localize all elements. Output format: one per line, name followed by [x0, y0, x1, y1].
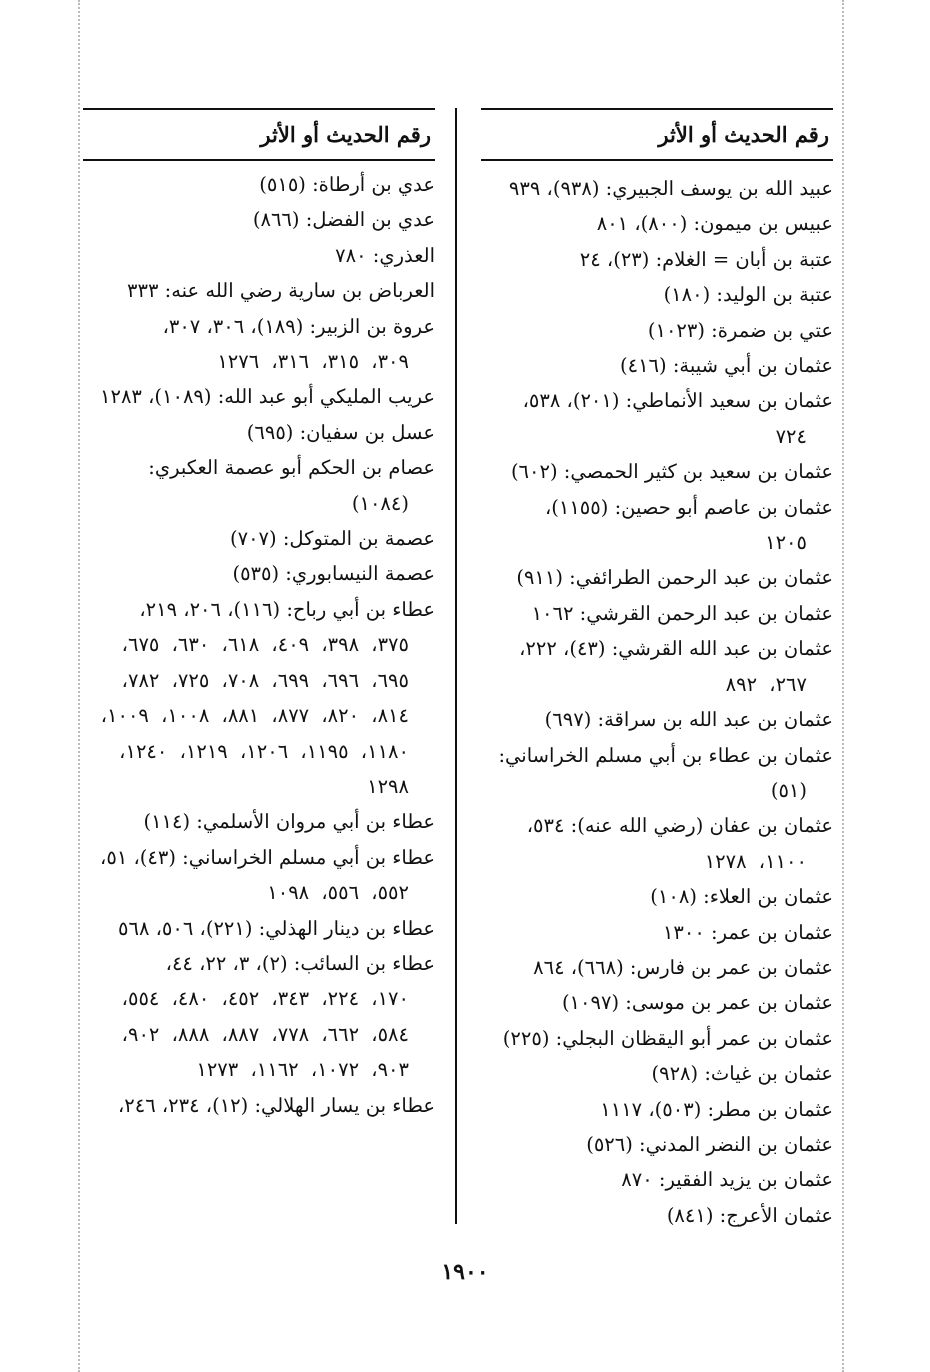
entry-text: عبيد الله بن يوسف الجبيري: (٩٣٨)، ٩٣٩ — [508, 177, 833, 200]
index-entry — [481, 631, 833, 702]
index-entry — [481, 242, 833, 277]
index-entry — [83, 911, 435, 946]
entry-text: عثمان بن عمر بن فارس: (٦٦٨)، ٨٦٤ — [533, 955, 833, 979]
entry-text: عثمان بن عبد الرحمن القرشي: ١٠٦٢ — [531, 601, 833, 625]
entry-text: عطاء بن أبي مسلم الخراساني: (٤٣)، ٥١، — [100, 845, 435, 869]
index-entry — [481, 560, 833, 595]
index-entry — [481, 915, 833, 950]
index-entry — [83, 556, 435, 591]
entry-text: عطاء بن أبي رباح: (١١٦)، ٢٠٦، ٢١٩، — [139, 597, 435, 621]
entry-text: عثمان بن عبد الله القرشي: (٤٣)، ٢٢٢، — [519, 637, 833, 661]
entry-text: عدي بن أرطاة: (٥١٥) — [259, 173, 435, 196]
entry-continuation: (٥١) — [770, 778, 807, 802]
entry-text: عصمة النيسابوري: (٥٣٥) — [232, 562, 435, 586]
index-entry — [481, 277, 833, 312]
index-entry — [481, 1056, 833, 1091]
index-entry — [481, 1198, 833, 1233]
index-column-right — [481, 108, 833, 1233]
index-entry — [83, 1088, 435, 1123]
index-entry — [481, 879, 833, 914]
entry-text: عثمان بن عفان (رضي الله عنه): ٥٣٤، — [526, 814, 833, 838]
entry-text: عثمان بن عبد الله بن سراقة: (٦٩٧) — [544, 708, 833, 732]
index-entry — [481, 1127, 833, 1162]
entry-text: عثمان بن عاصم أبو حصين: (١١٥٥)، — [544, 495, 833, 519]
entry-continuation: (١٠٨٤) — [351, 491, 409, 515]
entry-text: عتبة بن أبان = الغلام: (٢٣)، ٢٤ — [579, 247, 833, 271]
index-entry — [481, 348, 833, 383]
index-entry — [83, 167, 435, 202]
entry-text: عثمان الأعرج: (٨٤١) — [666, 1203, 833, 1227]
index-entry — [83, 379, 435, 414]
entry-text: عريب المليكي أبو عبد الله: (١٠٨٩)، ١٢٨٣ — [100, 385, 435, 409]
entry-text: عروة بن الزبير: (١٨٩)، ٣٠٦، ٣٠٧، — [162, 314, 435, 338]
entries-list — [481, 171, 833, 1233]
index-entry — [481, 454, 833, 489]
entry-text: عثمان بن العلاء: (١٠٨) — [650, 885, 833, 909]
index-entry — [83, 946, 435, 1088]
entry-text: عسل بن سفيان: (٦٩٥) — [246, 420, 435, 444]
index-entry — [83, 450, 435, 521]
entry-text: عثمان بن سعيد بن كثير الحمصي: (٦٠٢) — [510, 460, 833, 484]
page-number: ١٩٠٠ — [441, 1259, 489, 1285]
index-entry — [481, 596, 833, 631]
column-divider — [455, 108, 457, 1224]
index-entry — [83, 592, 435, 804]
index-entry — [481, 490, 833, 561]
entry-text: عثمان بن عمر بن موسى: (١٠٩٧) — [561, 991, 833, 1015]
entry-text: عطاء بن أبي مروان الأسلمي: (١١٤) — [143, 810, 435, 834]
index-entry — [481, 985, 833, 1020]
entry-text: عصمة بن المتوكل: (٧٠٧) — [230, 527, 435, 551]
index-entry — [481, 808, 833, 879]
index-entry — [481, 1021, 833, 1056]
entry-text: عثمان بن النضر المدني: (٥٢٦) — [586, 1132, 833, 1156]
entry-text: عطاء بن دينار الهذلي: (٢٢١)، ٥٠٦، ٥٦٨ — [118, 916, 435, 940]
entry-text: عتبة بن الوليد: (١٨٠) — [663, 283, 833, 307]
entry-continuation: ٣٧٥، ٣٩٨، ٤٠٩، ٦١٨، ٦٣٠، ٦٧٥، ٦٩٥، ٦٩٦، ٦٩٩، ٧٠٨، ٧٢٥، ٧٨٢، ٨١٤، ٨٢٠، ٨٧٧، ٨٨١، ١٠٠٨، ١٠٠٩، ١١٨٠، ١١٩٥، ١٢٠٦، ١٢١٩، ١٢٤٠، ١٢٩٨ — [100, 633, 409, 798]
entry-text: عثمان بن عبد الرحمن الطرائفي: (٩١١) — [516, 566, 833, 590]
index-entry — [481, 206, 833, 241]
scan-edge-left — [78, 0, 80, 1372]
entry-continuation: ٥٥٢، ٥٥٦، ١٠٩٨ — [267, 881, 409, 905]
index-entry — [83, 238, 435, 273]
entry-text: عتي بن ضمرة: (١٠٢٣) — [647, 318, 833, 342]
entry-continuation: ١٧٠، ٢٢٤، ٣٤٣، ٤٥٢، ٤٨٠، ٥٥٤، ٥٨٤، ٦٦٢، ٧٧٨، ٨٨٧، ٨٨٨، ٩٠٢، ٩٠٣، ١٠٧٢، ١١٦٢، ١٢٧٣ — [121, 987, 409, 1082]
entry-continuation: ٢٦٧، ٨٩٢ — [725, 672, 807, 696]
entry-continuation: ١٢٠٥ — [765, 531, 807, 555]
index-entry — [481, 171, 833, 206]
entry-text: عدي بن الفضل: (٨٦٦) — [252, 208, 435, 232]
entry-text: عثمان بن مطر: (٥٠٣)، ١١١٧ — [600, 1097, 833, 1121]
index-entry — [83, 415, 435, 450]
index-entry — [83, 804, 435, 839]
index-entry — [83, 840, 435, 911]
index-entry — [83, 521, 435, 556]
entry-text: العذري: ٧٨٠ — [335, 243, 435, 267]
index-entry — [481, 1092, 833, 1127]
index-entry — [83, 273, 435, 308]
entry-text: عثمان بن أبي شيبة: (٤١٦) — [620, 354, 833, 378]
index-entry — [481, 1162, 833, 1197]
index-entry — [481, 383, 833, 454]
scan-edge-right — [842, 0, 844, 1372]
entry-text: عثمان بن عمر: ١٣٠٠ — [662, 920, 833, 944]
column-header: رقم الحديث أو الأثر — [83, 108, 435, 161]
entry-text: عطاء بن يسار الهلالي: (١٢)، ٢٣٤، ٢٤٦، — [117, 1093, 435, 1117]
entry-text: عثمان بن عمر أبو اليقظان البجلي: (٢٢٥) — [502, 1026, 833, 1050]
entry-text: عطاء بن السائب: (٢)، ٣، ٢٢، ٤٤، — [165, 951, 435, 975]
index-entry — [481, 313, 833, 348]
entry-text: العرباض بن سارية رضي الله عنه: ٣٣٣ — [127, 279, 435, 303]
entry-text: عثمان بن عطاء بن أبي مسلم الخراساني: — [498, 743, 833, 767]
entry-text: عثمان بن سعيد الأنماطي: (٢٠١)، ٥٣٨، — [522, 389, 833, 413]
index-entry — [83, 202, 435, 237]
index-entry — [481, 738, 833, 809]
entry-continuation: ١١٠٠، ١٢٧٨ — [704, 849, 807, 873]
entry-text: عصام بن الحكم أبو عصمة العكبري: — [148, 456, 435, 480]
index-column-left — [83, 108, 435, 1123]
entry-text: عثمان بن غياث: (٩٢٨) — [651, 1062, 833, 1086]
column-header: رقم الحديث أو الأثر — [481, 108, 833, 161]
index-entry — [481, 950, 833, 985]
entry-text: عثمان بن يزيد الفقير: ٨٧٠ — [621, 1168, 833, 1192]
entry-text: عبيس بن ميمون: (٨٠٠)، ٨٠١ — [596, 212, 833, 236]
entry-continuation: ٣٠٩، ٣١٥، ٣١٦، ١٢٧٦ — [217, 350, 409, 374]
entries-list — [83, 167, 435, 1123]
index-entry — [481, 702, 833, 737]
entry-continuation: ٧٢٤ — [775, 424, 807, 448]
index-entry — [83, 309, 435, 380]
